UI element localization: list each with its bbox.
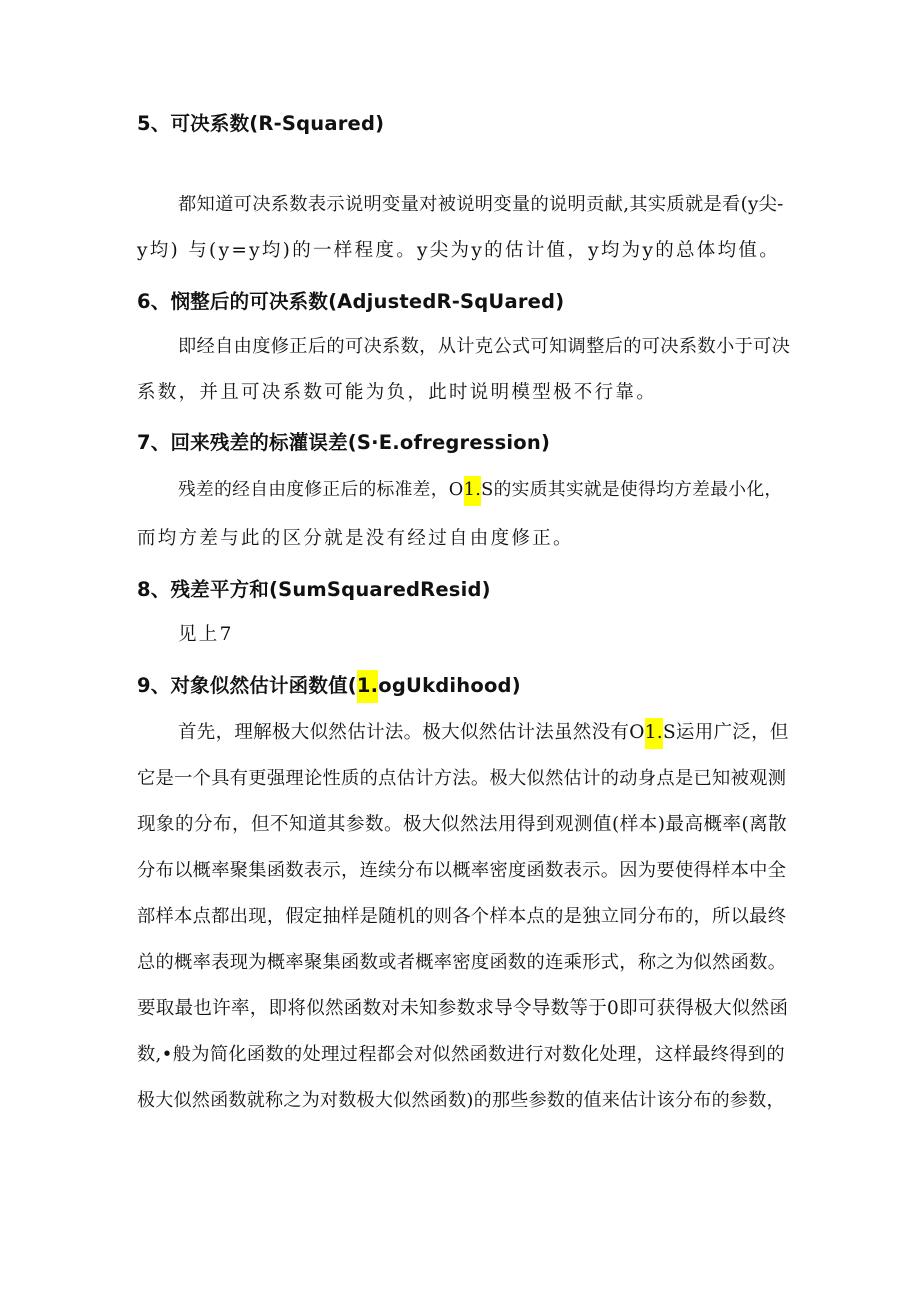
- heading-text: ogUkdihood): [378, 674, 521, 697]
- section-9-line-3: 现象的分布，但不知道其参数。极大似然法用得到观测值(样本)最高概率(离散: [137, 814, 788, 835]
- section-9-line-6: 总的概率表现为概率聚集函数或者概率密度函数的连乘形式，称之为似然函数。: [137, 952, 787, 973]
- highlighted-text: 1.: [357, 670, 378, 703]
- section-6-line-2: 系数，并且可决系数可能为负，此时说明模型极不行靠。: [137, 382, 658, 403]
- heading-text: 9、对象似然估计函数值(: [137, 674, 357, 697]
- section-5-heading: 5、可决系数(R-Squared): [137, 112, 385, 135]
- section-8-line-1: 见上7: [178, 624, 234, 645]
- highlighted-text: 1.: [464, 476, 482, 506]
- section-9-heading: [137, 670, 521, 698]
- section-5-line-2: y均) 与(y=y均)的一样程度。y尖为y的估计值，y均为y的总体均值。: [137, 240, 780, 261]
- line-text: S的实质其实就是使得均方差最小化，: [481, 480, 783, 500]
- section-7-heading: 7、回来残差的标灌误差(S·E.ofregression): [137, 431, 551, 454]
- section-9-line-4: 分布以概率聚集函数表示，连续分布以概率密度函数表示。因为要使得样本中全: [137, 860, 787, 881]
- section-9-line-9: 极大似然函数就称之为对数极大似然函数)的那些参数的值来估计该分布的参数，: [137, 1090, 785, 1111]
- line-text: 首先，理解极大似然估计法。极大似然估计法虽然没有: [178, 722, 630, 743]
- line-text: 残差的经自由度修正后的标准差，: [178, 480, 449, 500]
- section-8-heading: 8、残差平方和(SumSquaredResid): [137, 578, 491, 601]
- section-9-line-2: 它是一个具有更强理论性质的点估计方法。极大似然估计的动身点是已知被观测: [137, 768, 787, 789]
- section-7-line-2: 而均方差与此的区分就是没有经过自由度修正。: [137, 528, 574, 549]
- section-9-line-7: 要取最也许率，即将似然函数对未知参数求导令导数等于0即可获得极大似然函: [137, 998, 789, 1019]
- line-text: O: [448, 480, 464, 500]
- section-9-line-5: 部样本点都出现，假定抽样是随机的则各个样本点的是独立同分布的，所以最终: [137, 906, 787, 927]
- line-text: S运用广泛，但: [662, 722, 789, 743]
- section-6-line-1: 即经自由度修正后的可决系数，从计克公式可知调整后的可决系数小于可决: [178, 336, 791, 357]
- section-9-line-8: 数,•般为简化函数的处理过程都会对似然函数进行对数化处理，这样最终得到的: [137, 1044, 785, 1065]
- section-7-line-1: [178, 476, 782, 501]
- line-text: O: [629, 722, 645, 743]
- highlighted-text: 1.: [645, 718, 663, 749]
- section-5-line-1: 都知道可决系数表示说明变量对被说明变量的说明贡献,其实质就是看(y尖-: [178, 194, 784, 215]
- section-6-heading: 6、悯整后的可决系数(AdjustedR-SqUared): [137, 290, 565, 313]
- section-9-line-1: [178, 718, 789, 744]
